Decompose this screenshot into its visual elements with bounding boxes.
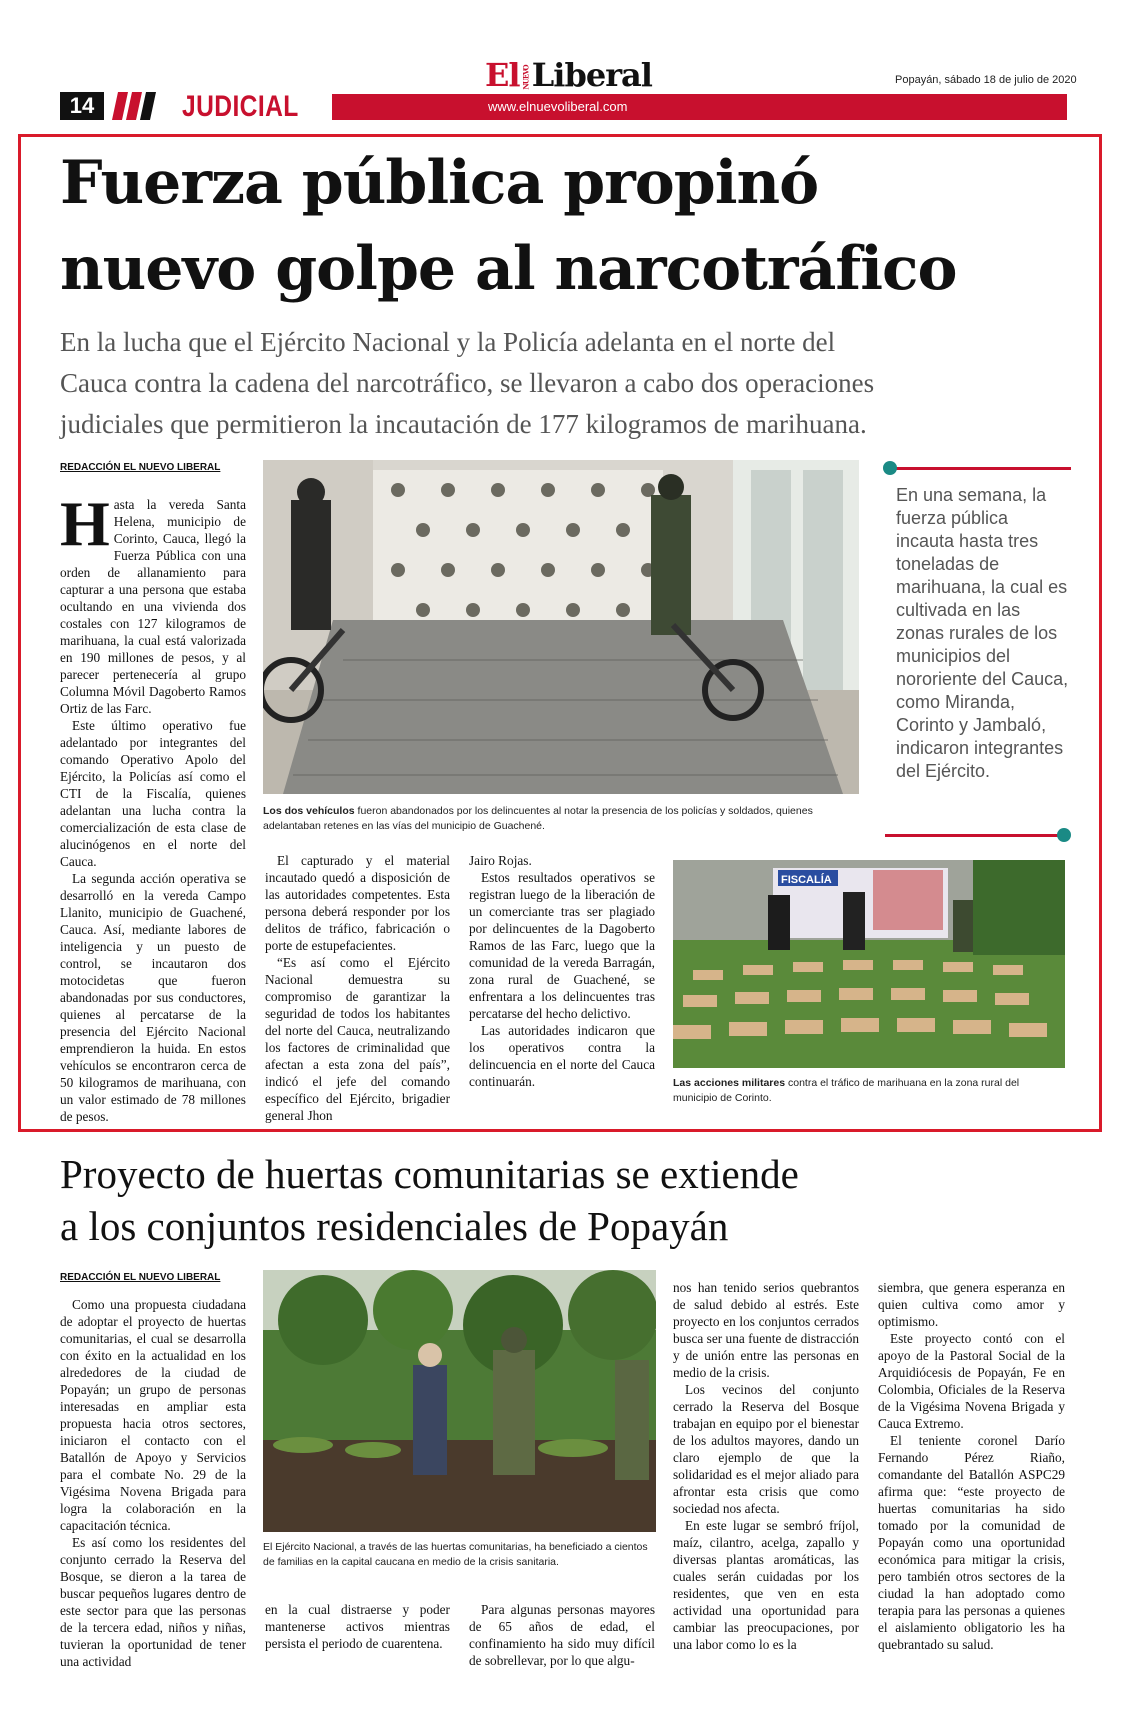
paragraph: Es así como los residentes del conjunto cerrado la Reserva del Bosque, se dieron a la tarea de buscar pequeños lugares dentro de este sector para que las personas de la tercera edad, niños y niñas, tuvieran la oportunidad de tener una actividad: [60, 1535, 246, 1669]
article2-column-5: [878, 1279, 1065, 1653]
photo-seized-marihuana-motorcycles: [263, 460, 859, 794]
paragraph: La segunda acción operativa se desarrolló en la vereda Campo Llanito, municipio de Guachené, Cauca. Así, mediante labores de inteligencia y un puesto de control, se incautaron dos motocidetas que fueron abandonadas por sus conductores, quienes al percatarse de la presencia del Ejército Nacional emprendieron la huida. En estos vehículos se encontraron cerca de 50 kilogramos de marihuana, con un valor estimado de 78 millones de pesos.: [60, 871, 246, 1124]
article1-deck-line2: Cauca contra la cadena del narcotráfico, se llevaron a cabo dos operaciones: [60, 368, 875, 398]
paragraph: Este proyecto contó con el apoyo de la Pastoral Social de la Arquidiócesis de Popayán, Fe en Colombia, Oficiales de la Reserva de la Vigésima Novena Brigada y Cauca Extremo.: [878, 1331, 1065, 1431]
photo-military-seizure-field: [673, 860, 1065, 1068]
drop-cap: H: [60, 488, 110, 559]
article1-deck-line3: judiciales que permitieron la incautación de 177 kilogramos de marihuana.: [60, 409, 867, 439]
paragraph: asta la vereda Santa Helena, municipio de Corinto, Cauca, llegó la Fuerza Pública con una orden de allanamiento para capturar a una persona que estaba ocultando en una vivienda dos costales con 127 kilogramos de marihuana, la cual está valorizada en 190 millones de pesos, y al parecer pertenecería al grupo Columna Móvil Dagoberto Ramos Ortiz de las Farc.: [60, 497, 246, 716]
article1-byline: REDACCIÓN EL NUEVO LIBERAL: [60, 462, 221, 473]
paragraph: Estos resultados operativos se registran luego de la liberación de un comerciante tras ser plagiado por delincuentes de la Dagoberto Ramos de las Farc, luego que la comunidad de la vereda Barragán, zona rural de Guachené, se enfrentara a los delincuentes tras percatarse del hecho delictivo.: [469, 870, 655, 1021]
newspaper-logo: El NUEVOLiberal: [485, 56, 652, 94]
paragraph: Los vecinos del conjunto cerrado la Reserva del Bosque trabajan en equipo por el bienestar de los adultos mayores, dando un claro ejemplo de que la solidaridad es el mejor aliado para afrontar esta crisis que como sociedad nos afecta.: [673, 1382, 859, 1516]
article2-headline-line1: Proyecto de huertas comunitarias se extiende: [60, 1151, 799, 1197]
pull-quote: En una semana, la fuerza pública incauta hasta tres toneladas de marihuana, la cual es cultivada en las zonas rurales de los municipios del nororiente del Cauca, como Miranda, Corinto y Jambaló, indicaron integrantes del Ejército.: [896, 485, 1069, 781]
paragraph: El teniente coronel Darío Fernando Pérez Riaño, comandante del Batallón ASPC29 afirma que: “este proyecto de huertas comunitarias ha sido tomado por la comunidad de Popayán como una oportunidad económica para mitigar la crisis, pero también otros sectores de la ciudad la han adoptado como terapia para las personas a quienes el aislamiento obligatorio les ha quebrantado su salud.: [878, 1433, 1065, 1652]
paragraph: Este último operativo fue adelantado por integrantes del comando Operativo Apolo del Ejército, la Policías así como el CTI de la Fiscalía, quienes adelantan una lucha contra la comercialización de esta clase de alucinógenos en el norte del Cauca.: [60, 718, 246, 869]
paragraph: Como una propuesta ciudadana de adoptar el proyecto de huertas comunitarias, el cual se desarrolla con éxito en la actualidad en los alrededores de la ciudad de Popayán; un grupo de personas interesadas en ampliar esta propuesta hacia otros sectores, iniciaron el contacto con el Batallón de Apoyo y Servicios para el combate No. 29 de la Vigésima Novena Brigada para logra la colaboración en la capacitación técnica.: [60, 1297, 246, 1533]
photo3-caption: El Ejército Nacional, a través de las huertas comunitarias, ha beneficiado a cientos de familias en la capital caucana en medio de la crisis sanitaria.: [263, 1541, 648, 1568]
paragraph: Para algunas personas mayores de 65 años de edad, el confinamiento ha sido muy difícil de sobrellevar, por lo que algu-: [469, 1602, 655, 1668]
article2-column-1: [60, 1296, 246, 1670]
pull-quote-top-rule: [893, 467, 1071, 470]
page-number: 14: [60, 92, 104, 120]
article2-column-4: [673, 1279, 859, 1653]
header-red-bar: [332, 94, 1067, 120]
section-title: JUDICIAL: [182, 90, 299, 123]
paragraph: “Es así como el Ejército Nacional demuestra su compromiso de garantizar la seguridad de todos los habitantes del norte del Cauca, neutralizando los factores de criminalidad que afectan a esta zona del país”, indicó el jefe del comando específico del Ejército, brigadier general Jhon: [265, 955, 450, 1123]
teal-dot-icon: [1057, 828, 1071, 842]
article1-column-3: [469, 852, 655, 1090]
article1-deck-line1: En la lucha que el Ejército Nacional y la Policía adelanta en el norte del: [60, 327, 836, 357]
pull-quote-bottom-rule: [885, 834, 1063, 837]
article1-column-2: [265, 852, 450, 1124]
article2-byline: REDACCIÓN EL NUEVO LIBERAL: [60, 1272, 221, 1283]
paragraph: Jairo Rojas.: [469, 853, 532, 868]
paragraph: Las autoridades indicaron que los operativos contra la delincuencia en el norte del Cauca continuarán.: [469, 1023, 655, 1089]
paragraph: En este lugar se sembró fríjol, maíz, cilantro, acelga, zapallo y diversas plantas aromáticas, las cuales serán cuidadas por los residentes, que ven en esta actividad una oportunidad para cambiar las preocupaciones, por una labor como lo es la: [673, 1518, 859, 1652]
teal-dot-icon: [883, 461, 897, 475]
photo-community-garden: [263, 1270, 656, 1532]
dateline: Popayán, sábado 18 de julio de 2020: [895, 74, 1077, 86]
photo2-banner-text: FISCALÍA: [781, 874, 832, 886]
photo1-caption: Los dos vehículos fueron abandonados por los delincuentes al notar la presencia de los policías y soldados, quienes adelantaban retenes en las vías del municipio de Guachené.: [263, 805, 813, 832]
photo2-caption: Las acciones militares contra el tráfico de marihuana en la zona rural del municipio de Corinto.: [673, 1077, 1020, 1104]
section-stripes-icon: [108, 92, 158, 120]
paragraph: siembra, que genera esperanza en quien cultiva como amor y optimismo.: [878, 1280, 1065, 1329]
article1-column-1: [60, 488, 246, 1125]
paragraph: en la cual distraerse y poder mantenerse activos mientras persista el periodo de cuarentena.: [265, 1602, 450, 1651]
website-url[interactable]: www.elnuevoliberal.com: [488, 99, 628, 114]
paragraph: El capturado y el material incautado quedó a disposición de las autoridades competentes. Esta persona deberá responder por los delitos de tráfico, fabricación o porte de estupefacientes.: [265, 853, 450, 953]
article2-column-3: [469, 1601, 655, 1669]
article1-headline-line1: Fuerza pública propinó: [60, 148, 819, 218]
article2-column-2: [265, 1601, 450, 1652]
article2-headline-line2: a los conjuntos residenciales de Popayán: [60, 1203, 729, 1249]
article1-headline-line2: nuevo golpe al narcotráfico: [60, 234, 957, 304]
paragraph: nos han tenido serios quebrantos de salud debido al estrés. Este proyecto en los conjuntos cerrados busca ser una fuente de distracción y de unión entre las personas en medio de la crisis.: [673, 1280, 859, 1380]
